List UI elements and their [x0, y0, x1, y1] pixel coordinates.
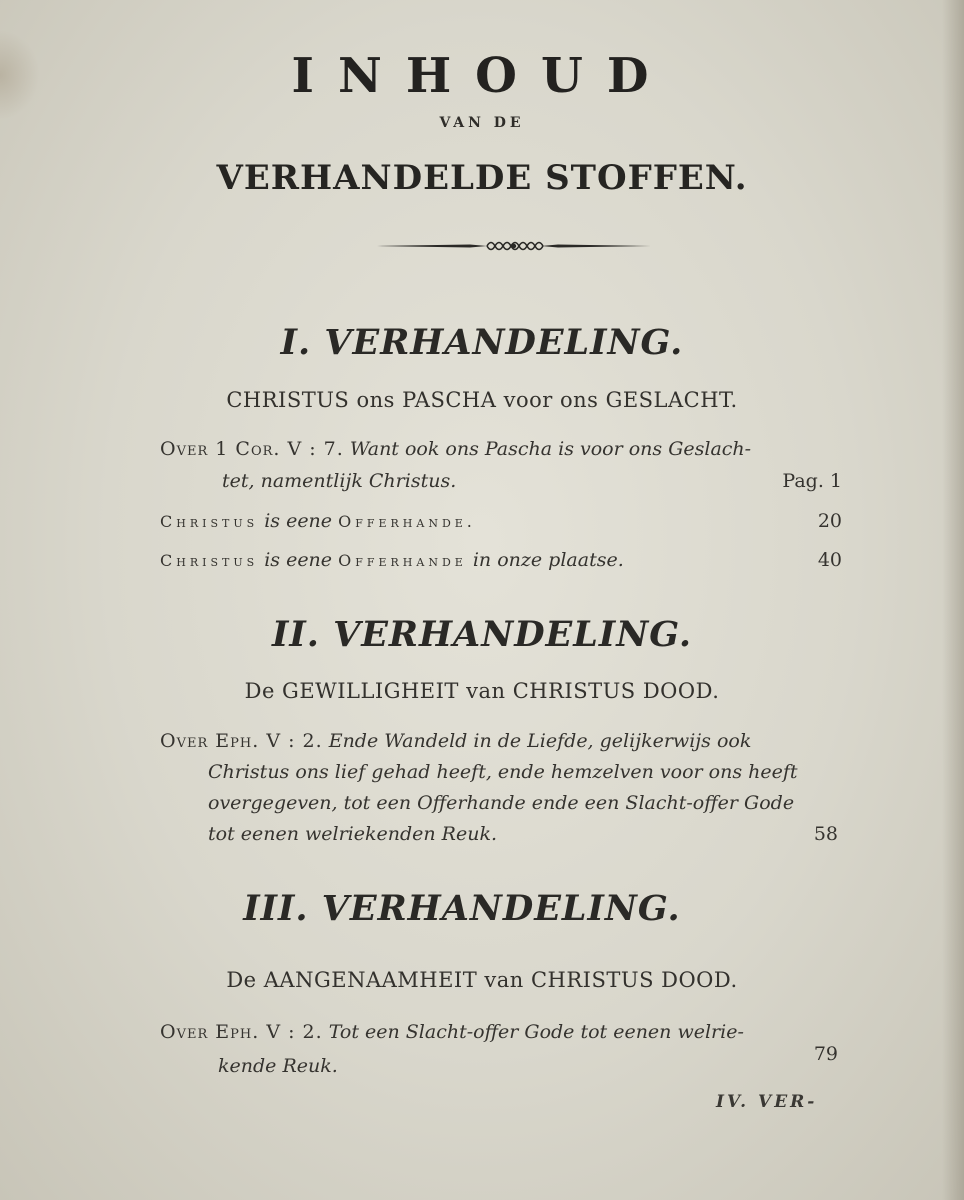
section-1-entry-1-line-1: [160, 438, 751, 460]
section-3-entry-1-line-1: [160, 1021, 744, 1043]
entry-text: Ende Wandeld in de Liefde, gelijkerwijs ook: [328, 730, 752, 752]
section-1-heading: I. VERHANDELING.: [280, 322, 684, 363]
entry-subject: Christus: [160, 551, 259, 570]
entry-text: Tot een Slacht-offer Gode tot eenen welrie-: [328, 1021, 744, 1043]
page-number: 20: [817, 510, 842, 532]
page-subtitle: VERHANDELDE STOFFEN.: [216, 158, 748, 198]
page-title: INHOUD: [291, 48, 673, 104]
page-number: 40: [817, 549, 842, 571]
catchword: IV. VER-: [716, 1092, 818, 1112]
section-1-entry-1-line-2: [222, 470, 456, 492]
entry-text: in onze plaatse.: [472, 549, 624, 571]
page-number: Pag. 1: [782, 470, 842, 492]
entry-text: is eene: [264, 510, 333, 532]
scripture-reference: Over Eph. V : 2.: [160, 730, 323, 752]
section-3-entry-1-line-2: kende Reuk.: [218, 1055, 338, 1077]
entry-subject: Offerhande.: [338, 512, 476, 531]
section-2-entry-1-line-1: [160, 730, 751, 752]
title-connector: VAN DE: [439, 115, 525, 131]
entry-text: tet, namentlijk Christus.: [222, 470, 457, 492]
section-1-subject: CHRISTUS ons PASCHA voor ons GESLACHT.: [226, 388, 738, 412]
section-3-subject: De AANGENAAMHEIT van CHRISTUS DOOD.: [226, 968, 738, 992]
scripture-reference: Over 1 Cor. V : 7.: [160, 438, 344, 460]
section-2-entry-1-line-3: overgegeven, tot een Offerhande ende een Slacht-offer Gode: [208, 792, 795, 814]
ornament-rule: [375, 236, 653, 256]
section-1-entry-3: [160, 549, 624, 571]
section-2-entry-1-line-2: Christus ons lief gehad heeft, ende hemzelven voor ons heeft: [208, 761, 798, 783]
page-number: 58: [813, 823, 838, 845]
section-3-heading: III. VERHANDELING.: [243, 888, 681, 929]
section-2-subject: De GEWILLIGHEIT van CHRISTUS DOOD.: [244, 679, 720, 703]
scripture-reference: Over Eph. V : 2.: [160, 1021, 323, 1043]
entry-text: is eene: [264, 549, 333, 571]
entry-subject: Offerhande: [338, 551, 467, 570]
entry-subject: Christus: [160, 512, 259, 531]
section-2-entry-1-line-4: tot eenen welriekenden Reuk.: [208, 823, 497, 845]
section-2-heading: II. VERHANDELING.: [271, 614, 693, 655]
page-number: 79: [813, 1043, 838, 1065]
entry-text: Want ook ons Pascha is voor ons Geslach-: [349, 438, 752, 460]
section-1-entry-2: [160, 510, 476, 532]
